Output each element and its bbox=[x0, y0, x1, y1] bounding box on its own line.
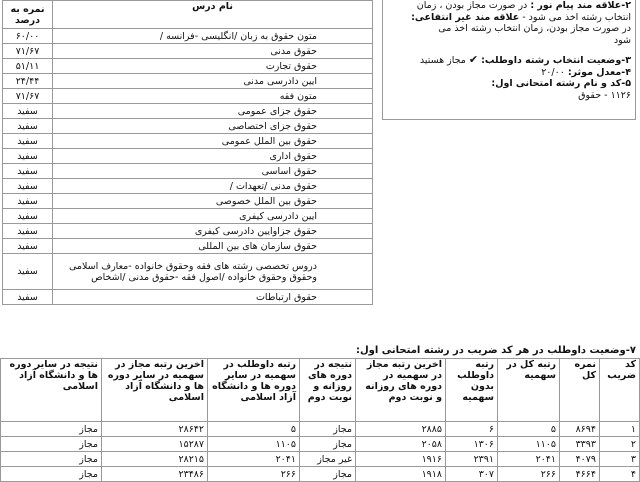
check-icon: ✔ bbox=[468, 54, 479, 66]
subject-score: سفید bbox=[3, 134, 53, 149]
item2-text2: انتخاب رشته اخذ می شود - bbox=[522, 11, 631, 23]
subject-score: سفید bbox=[3, 119, 53, 134]
subject-name: حقوق اساسی bbox=[53, 164, 373, 179]
rank-header: کد ضریب bbox=[600, 359, 640, 422]
rank-cell: ۵ bbox=[498, 422, 560, 437]
subject-score: سفید bbox=[3, 164, 53, 179]
rank-cell: ۲۸۶۴۲ bbox=[102, 422, 208, 437]
subject-score: ۷۱/۶۷ bbox=[3, 89, 53, 104]
rank-cell: ۲۸۸۵ bbox=[356, 422, 446, 437]
item4-label: ۴-معدل موثر: bbox=[567, 66, 631, 78]
rank-cell: ۱۱۰۵ bbox=[498, 437, 560, 452]
subject-name: متون حقوق به زبان /انگلیسی -فرانسه / bbox=[53, 29, 373, 44]
rank-cell: مجاز bbox=[300, 422, 356, 437]
item3-value: مجاز هستید bbox=[419, 55, 466, 66]
subject-row bbox=[3, 74, 373, 89]
rank-row bbox=[1, 422, 640, 437]
rank-cell: ۲۰۴۱ bbox=[208, 452, 300, 467]
subject-score: سفید bbox=[3, 104, 53, 119]
rank-cell: مجاز bbox=[300, 437, 356, 452]
rank-row bbox=[1, 437, 640, 452]
subject-row bbox=[3, 194, 373, 209]
subject-row bbox=[3, 29, 373, 44]
rank-cell: ۱۳۰۶ bbox=[446, 437, 498, 452]
subject-name: حقوق بین الملل خصوصی bbox=[53, 194, 373, 209]
subject-row bbox=[3, 149, 373, 164]
rank-cell: ۲۳۹۱ bbox=[446, 452, 498, 467]
subject-score: سفید bbox=[3, 209, 53, 224]
rank-header: نمره کل bbox=[560, 359, 600, 422]
rank-cell: ۳ bbox=[600, 452, 640, 467]
subject-name: حقوق جزای اختصاصی bbox=[53, 119, 373, 134]
rank-cell: ۲۶۶ bbox=[208, 467, 300, 482]
rank-cell: مجاز bbox=[1, 437, 102, 452]
subject-row bbox=[3, 89, 373, 104]
rank-cell: ۲۶۶ bbox=[498, 467, 560, 482]
rank-cell: ۲۳۴۸۶ bbox=[102, 467, 208, 482]
rank-cell: ۴۶۶۴ bbox=[560, 467, 600, 482]
subject-row bbox=[3, 224, 373, 239]
rank-cell: ۶ bbox=[446, 422, 498, 437]
subject-score: سفید bbox=[3, 179, 53, 194]
subject-score: ۵۱/۱۱ bbox=[3, 59, 53, 74]
subject-name: متون فقه bbox=[53, 89, 373, 104]
rank-cell: ۵ bbox=[208, 422, 300, 437]
subject-name-header: نام درس bbox=[53, 1, 373, 29]
item3-label: ۳-وضعیت انتخاب رشته داوطلب: bbox=[481, 55, 631, 66]
rank-cell: ۲۸۲۱۵ bbox=[102, 452, 208, 467]
subject-score: سفید bbox=[3, 224, 53, 239]
item2-text3: در صورت مجاز بودن، زمان انتخاب رشته اخذ می bbox=[438, 23, 631, 34]
subject-name: حقوق تجارت bbox=[53, 59, 373, 74]
rank-table bbox=[0, 358, 640, 482]
item2-title-b: علاقه مند غیر انتفاعی: bbox=[411, 11, 520, 23]
subject-row bbox=[3, 239, 373, 254]
rank-cell: ۴۰۷۹ bbox=[560, 452, 600, 467]
rank-cell: ۴ bbox=[600, 467, 640, 482]
rank-cell: ۱ bbox=[600, 422, 640, 437]
subject-row bbox=[3, 134, 373, 149]
rank-header: آخرین رتبه مجاز در سهمیه در سایر دوره ها و دانشگاه آزاد اسلامی bbox=[102, 359, 208, 422]
subject-score: سفید bbox=[3, 149, 53, 164]
section7-title: ۷-وضعیت داوطلب در هر کد ضریب در رشته امتحانی اول: bbox=[356, 345, 636, 356]
item2-title: ۲-علاقه مند پیام نور : bbox=[530, 0, 631, 11]
rank-header: نتیجه در سایر دوره ها و دانشگاه آزاد اسلامی bbox=[1, 359, 102, 422]
subject-name: حقوق سازمان های بین المللی bbox=[53, 239, 373, 254]
rank-cell: ۳۰۷ bbox=[446, 467, 498, 482]
rank-cell: ۲۰۵۸ bbox=[356, 437, 446, 452]
rank-header: رتبه داوطلب در سهمیه در سایر دوره ها و دانشگاه آزاد اسلامی bbox=[208, 359, 300, 422]
score-header: نمره به درصد bbox=[3, 1, 53, 29]
rank-cell: مجاز bbox=[1, 422, 102, 437]
rank-header: نتیجه در دوره های روزانه و نوبت دوم bbox=[300, 359, 356, 422]
rank-cell: ۱۱۰۵ bbox=[208, 437, 300, 452]
subject-row bbox=[3, 164, 373, 179]
subject-score: سفید bbox=[3, 239, 53, 254]
subject-name: حقوق اداری bbox=[53, 149, 373, 164]
rank-header: رتبه داوطلب بدون سهمیه bbox=[446, 359, 498, 422]
rank-row bbox=[1, 452, 640, 467]
rank-cell: ۲ bbox=[600, 437, 640, 452]
subject-name: دروس تخصصی رشته های فقه وحقوق خانواده -معارف اسلامی وحقوق وحقوق خانواده /اصول فقه -حقوق مدنی /اشخاص bbox=[53, 254, 373, 290]
rank-cell: مجاز bbox=[300, 467, 356, 482]
item5-label: ۵-کد و نام رشته امتحانی اول: bbox=[491, 78, 631, 89]
subject-row bbox=[3, 104, 373, 119]
rank-header: آخرین رتبه مجاز در سهمیه در دوره های روزانه و نوبت دوم bbox=[356, 359, 446, 422]
subject-score: سفید bbox=[3, 254, 53, 290]
subject-row bbox=[3, 119, 373, 134]
subject-score: ۷۱/۶۷ bbox=[3, 44, 53, 59]
rank-cell: ۱۵۲۸۷ bbox=[102, 437, 208, 452]
subject-row bbox=[3, 179, 373, 194]
subject-name: حقوق ارتباطات bbox=[53, 290, 373, 305]
info-box bbox=[382, 0, 636, 120]
rank-cell: ۸۶۹۴ bbox=[560, 422, 600, 437]
subject-score: ۲۴/۴۴ bbox=[3, 74, 53, 89]
subject-score: سفید bbox=[3, 290, 53, 305]
subject-name: حقوق بین الملل عمومی bbox=[53, 134, 373, 149]
subject-name: حقوق مدنی /تعهدات / bbox=[53, 179, 373, 194]
rank-cell: ۲۰۴۱ bbox=[498, 452, 560, 467]
rank-header: رتبه کل در سهمیه bbox=[498, 359, 560, 422]
rank-cell: مجاز bbox=[1, 467, 102, 482]
subject-row bbox=[3, 254, 373, 290]
subject-name: حقوق جزاوایین دادرسی کیفری bbox=[53, 224, 373, 239]
rank-cell: ۱۹۱۸ bbox=[356, 467, 446, 482]
subjects-table bbox=[2, 0, 373, 305]
rank-cell: ۳۳۹۳ bbox=[560, 437, 600, 452]
subject-score: ۶۰/۰۰ bbox=[3, 29, 53, 44]
subject-row bbox=[3, 44, 373, 59]
subject-name: ایین دادرسی مدنی bbox=[53, 74, 373, 89]
rank-cell: غیر مجاز bbox=[300, 452, 356, 467]
subject-row bbox=[3, 290, 373, 305]
item2-text: در صورت مجاز بودن ، زمان bbox=[416, 0, 528, 11]
rank-cell: ۱۹۱۶ bbox=[356, 452, 446, 467]
item5-value: ۱۱۲۶ - حقوق bbox=[578, 89, 631, 101]
rank-row bbox=[1, 467, 640, 482]
rank-cell: مجاز bbox=[1, 452, 102, 467]
item4-value: ۲۰/۰۰ bbox=[541, 66, 565, 78]
subject-name: حقوق مدنی bbox=[53, 44, 373, 59]
subject-row bbox=[3, 59, 373, 74]
subject-row bbox=[3, 209, 373, 224]
subject-name: حقوق جزای عمومی bbox=[53, 104, 373, 119]
item2-text4: شود bbox=[613, 34, 631, 46]
subject-score: سفید bbox=[3, 194, 53, 209]
subject-name: ایین دادرسی کیفری bbox=[53, 209, 373, 224]
